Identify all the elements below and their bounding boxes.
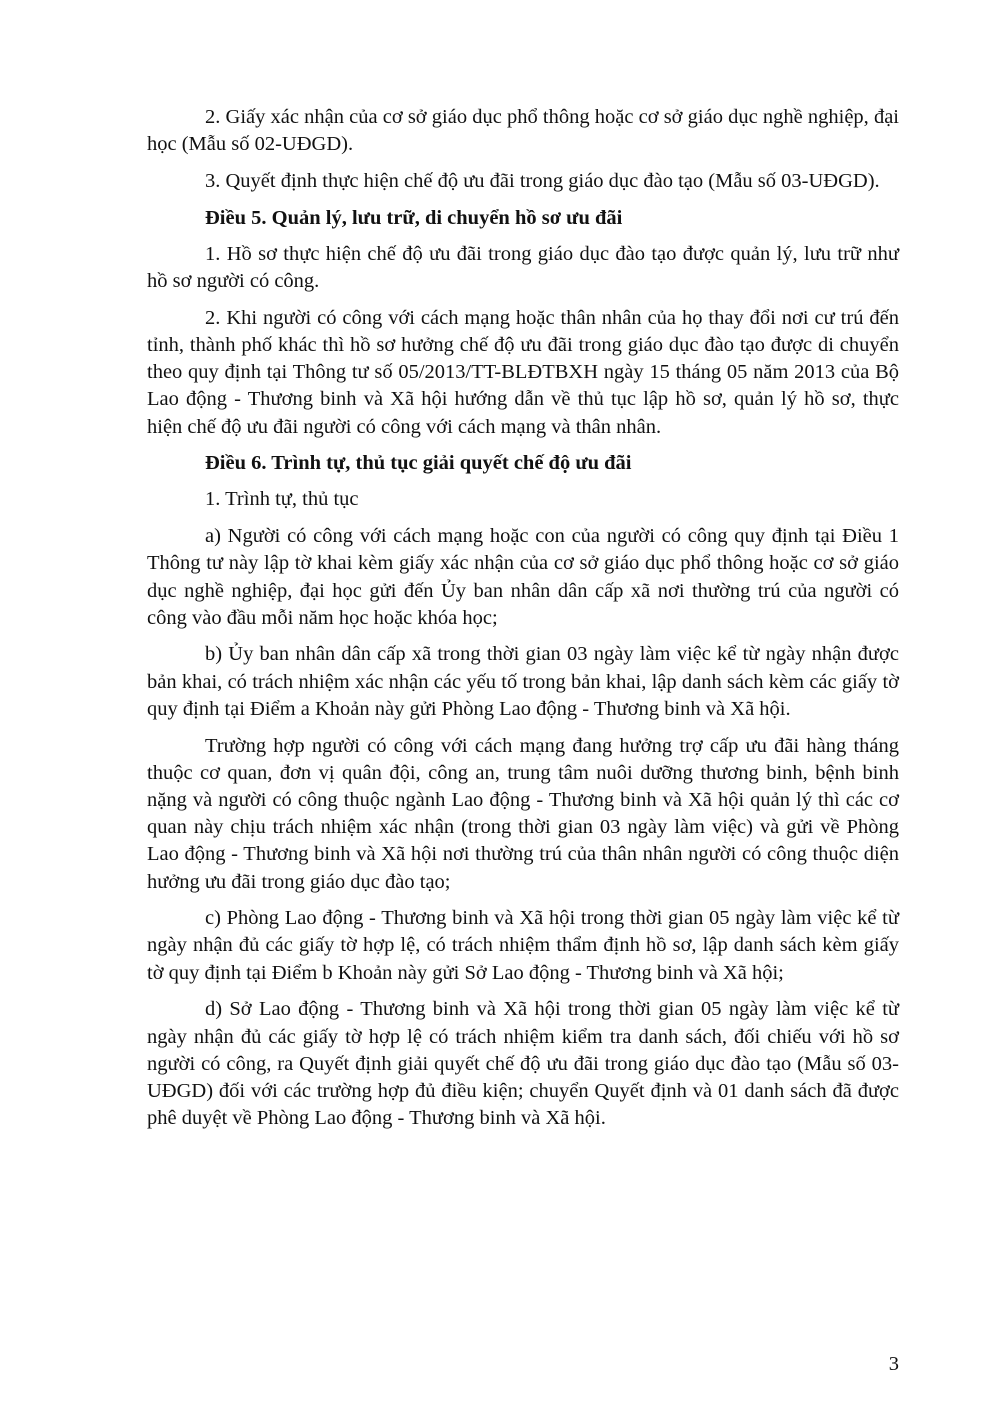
article-6-special-case: Trường hợp người có công với cách mạng đang hưởng trợ cấp ưu đãi hàng tháng thuộc cơ quan, đơn vị quân đội, công an, trung tâm nuôi dưỡng thương binh, bệnh binh nặng và người có công thuộc ngành Lao động - Thương binh và Xã hội quản lý thì các cơ quan này chịu trách nhiệm xác nhận (trong thời gian 03 ngày làm việc) và gửi về Phòng Lao động - Thương binh và Xã hội nơi thường trú của thân nhân người có công thuộc diện hưởng ưu đãi trong giáo dục đào tạo; <box>147 734 899 893</box>
item-2-paragraph: 2. Giấy xác nhận của cơ sở giáo dục phổ thông hoặc cơ sở giáo dục nghề nghiệp, đại học (Mẫu số 02-UĐGD). <box>147 106 899 156</box>
article-6-point-b: b) Ủy ban nhân dân cấp xã trong thời gian 03 ngày làm việc kể từ ngày nhận được bản khai, có trách nhiệm xác nhận các yếu tố trong bản khai, lập danh sách kèm các giấy tờ quy định tại Điểm a Khoản này gửi Phòng Lao động - Thương binh và Xã hội. <box>147 643 899 720</box>
article-6-point-c: c) Phòng Lao động - Thương binh và Xã hội trong thời gian 05 ngày làm việc kể từ ngày nhận đủ các giấy tờ hợp lệ, có trách nhiệm thẩm định hồ sơ, lập danh sách kèm giấy tờ quy định tại Điểm b Khoản này gửi Sở Lao động - Thương binh và Xã hội; <box>147 907 899 984</box>
page-number: 3 <box>888 1353 899 1375</box>
item-3-paragraph: 3. Quyết định thực hiện chế độ ưu đãi trong giáo dục đào tạo (Mẫu số 03-UĐGD). <box>205 169 880 192</box>
article-5-clause-1: 1. Hồ sơ thực hiện chế độ ưu đãi trong giáo dục đào tạo được quản lý, lưu trữ như hồ sơ người có công. <box>147 242 899 293</box>
document-body <box>147 104 899 1132</box>
article-6-heading: Điều 6. Trình tự, thủ tục giải quyết chế độ ưu đãi <box>205 452 632 475</box>
article-6-clause-1: 1. Trình tự, thủ tục <box>205 488 359 511</box>
article-5-heading: Điều 5. Quản lý, lưu trữ, di chuyển hồ sơ ưu đãi <box>205 206 623 229</box>
article-6-point-d: d) Sở Lao động - Thương binh và Xã hội trong thời gian 05 ngày làm việc kể từ ngày nhận đủ các giấy tờ hợp lệ có trách nhiệm kiểm tra danh sách, đối chiếu với hồ sơ người có công, ra Quyết định giải quyết chế độ ưu đãi trong giáo dục đào tạo (Mẫu số 03-UĐGD) đối với các trường hợp đủ điều kiện; chuyển Quyết định và 01 danh sách đã được phê duyệt về Phòng Lao động - Thương binh và Xã hội. <box>147 998 899 1130</box>
article-6-point-a: a) Người có công với cách mạng hoặc con của người có công quy định tại Điều 1 Thông tư này lập tờ khai kèm giấy xác nhận của cơ sở giáo dục phổ thông hoặc cơ sở giáo dục nghề nghiệp, đại học gửi đến Ủy ban nhân dân cấp xã nơi thường trú của người có công vào đầu mỗi năm học hoặc khóa học; <box>147 525 899 629</box>
article-5-clause-2: 2. Khi người có công với cách mạng hoặc thân nhân của họ thay đổi nơi cư trú đến tỉnh, thành phố khác thì hồ sơ hưởng chế độ ưu đãi trong giáo dục đào tạo được di chuyển theo quy định tại Thông tư số 05/2013/TT-BLĐTBXH ngày 15 tháng 05 năm 2013 của Bộ Lao động - Thương binh và Xã hội hướng dẫn về thủ tục lập hồ sơ, quản lý hồ sơ, thực hiện chế độ ưu đãi người có công với cách mạng và thân nhân. <box>147 306 899 438</box>
